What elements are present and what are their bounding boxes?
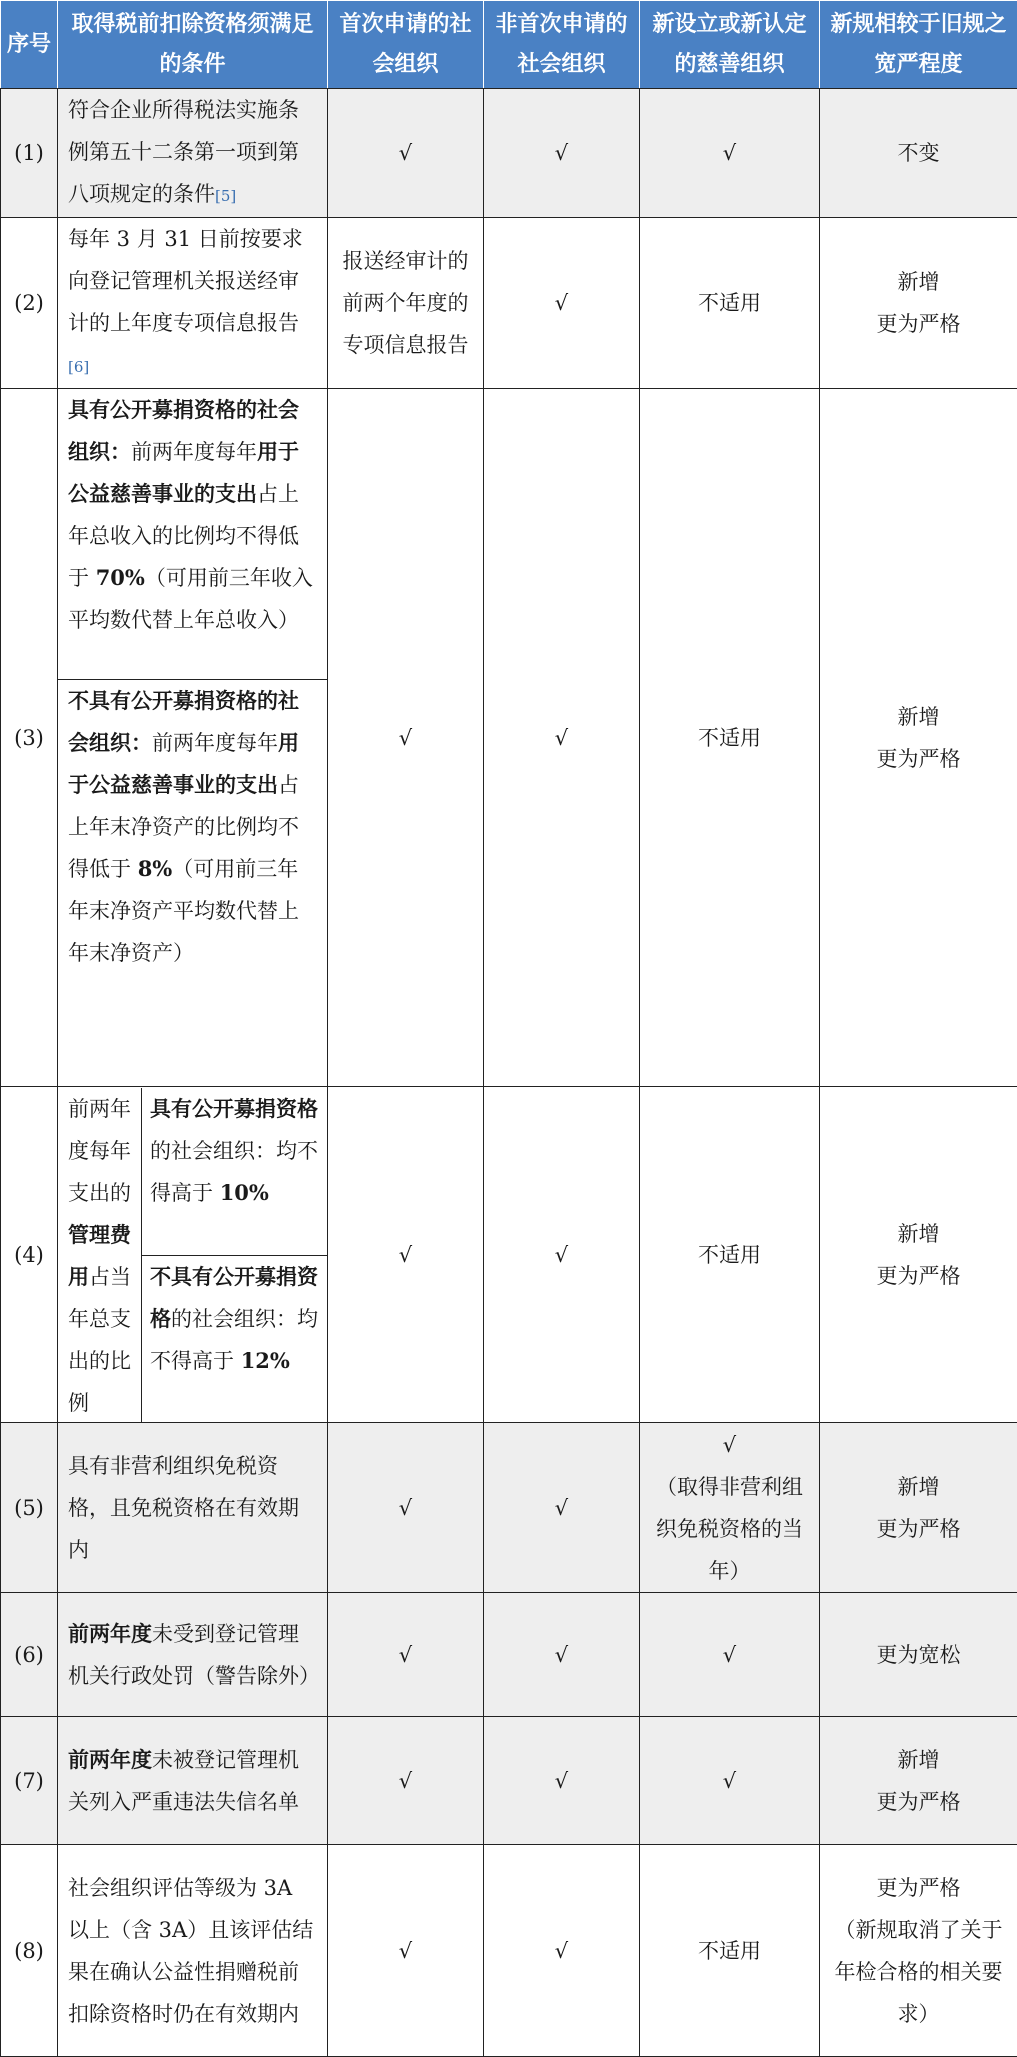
condition-cell-split bbox=[58, 1087, 328, 1423]
condition-non-public-fundraising: 不具有公开募捐资格的社会组织：前两年度每年用于公益慈善事业的支出占上年末净资产的比例均不得低于 8%（可用前三年年末净资产平均数代替上年末净资产） bbox=[58, 679, 327, 1086]
new-charity-cell: 不适用 bbox=[640, 389, 820, 1087]
table-row bbox=[1, 89, 1017, 218]
comparison-cell: 不变 bbox=[820, 89, 1017, 218]
row-number: (1) bbox=[1, 89, 58, 218]
comparison-cell: 更为宽松 bbox=[820, 1593, 1017, 1717]
first-application-cell: 报送经审计的前两个年度的专项信息报告 bbox=[328, 218, 484, 389]
row-number: (7) bbox=[1, 1717, 58, 1845]
header-first-application: 首次申请的社会组织 bbox=[328, 1, 484, 89]
check-new: √ bbox=[640, 1593, 820, 1717]
comparison-cell: 更为严格 （新规取消了关于年检合格的相关要求） bbox=[820, 1845, 1017, 2057]
check-first: √ bbox=[328, 1717, 484, 1845]
check-first: √ bbox=[328, 389, 484, 1087]
comparison-cell: 新增 更为严格 bbox=[820, 218, 1017, 389]
row-number: (3) bbox=[1, 389, 58, 1087]
new-charity-cell: √ （取得非营利组织免税资格的当年） bbox=[640, 1423, 820, 1593]
table-row bbox=[1, 218, 1017, 389]
condition-cell: 前两年度未受到登记管理机关行政处罚（警告除外） bbox=[58, 1593, 328, 1717]
management-fee-non-public: 不具有公开募捐资格的社会组织：均不得高于 12% bbox=[142, 1255, 327, 1422]
condition-cell-split bbox=[58, 389, 328, 1087]
header-comparison: 新规相较于旧规之宽严程度 bbox=[820, 1, 1017, 89]
check-first: √ bbox=[328, 1423, 484, 1593]
row-number: (6) bbox=[1, 1593, 58, 1717]
table-row bbox=[1, 389, 1017, 1087]
check-nonfirst: √ bbox=[484, 389, 640, 1087]
new-charity-cell: 不适用 bbox=[640, 1845, 820, 2057]
header-non-first-application: 非首次申请的社会组织 bbox=[484, 1, 640, 89]
management-fee-public: 具有公开募捐资格的社会组织：均不得高于 10% bbox=[142, 1088, 327, 1255]
table-row bbox=[1, 1717, 1017, 1845]
condition-public-fundraising: 具有公开募捐资格的社会组织：前两年度每年用于公益慈善事业的支出占上年总收入的比例均不得低于 70%（可用前三年收入平均数代替上年总收入） bbox=[58, 389, 327, 679]
condition-cell: 具有非营利组织免税资格，且免税资格在有效期内 bbox=[58, 1423, 328, 1593]
header-condition: 取得税前扣除资格须满足的条件 bbox=[58, 1, 328, 89]
check-nonfirst: √ bbox=[484, 1593, 640, 1717]
comparison-cell: 新增 更为严格 bbox=[820, 1423, 1017, 1593]
row-number: (8) bbox=[1, 1845, 58, 2057]
check-nonfirst: √ bbox=[484, 89, 640, 218]
check-first: √ bbox=[328, 89, 484, 218]
footnote-link[interactable]: [5] bbox=[215, 187, 236, 205]
new-charity-cell: 不适用 bbox=[640, 218, 820, 389]
table-row bbox=[1, 1593, 1017, 1717]
table-row bbox=[1, 1087, 1017, 1423]
condition-cell: 符合企业所得税法实施条例第五十二条第一项到第八项规定的条件[5] bbox=[58, 89, 328, 218]
check-nonfirst: √ bbox=[484, 1423, 640, 1593]
check-new: √ bbox=[640, 89, 820, 218]
header-new-charity: 新设立或新认定的慈善组织 bbox=[640, 1, 820, 89]
check-first: √ bbox=[328, 1593, 484, 1717]
condition-cell: 前两年度未被登记管理机关列入严重违法失信名单 bbox=[58, 1717, 328, 1845]
table-header-row bbox=[1, 1, 1017, 89]
comparison-cell: 新增 更为严格 bbox=[820, 389, 1017, 1087]
row-number: (4) bbox=[1, 1087, 58, 1423]
check-first: √ bbox=[328, 1845, 484, 2057]
check-nonfirst: √ bbox=[484, 1717, 640, 1845]
header-no: 序号 bbox=[1, 1, 58, 89]
check-nonfirst: √ bbox=[484, 218, 640, 389]
check-first: √ bbox=[328, 1087, 484, 1423]
table-row bbox=[1, 1845, 1017, 2057]
row-number: (5) bbox=[1, 1423, 58, 1593]
table-row bbox=[1, 1423, 1017, 1593]
check-new: √ bbox=[640, 1717, 820, 1845]
comparison-cell: 新增 更为严格 bbox=[820, 1717, 1017, 1845]
footnote-link[interactable]: [6] bbox=[68, 358, 89, 376]
management-fee-label: 前两年度每年支出的管理费用占当年总支出的比例 bbox=[58, 1088, 142, 1422]
new-charity-cell: 不适用 bbox=[640, 1087, 820, 1423]
row-number: (2) bbox=[1, 218, 58, 389]
check-nonfirst: √ bbox=[484, 1845, 640, 2057]
condition-cell: 每年 3 月 31 日前按要求向登记管理机关报送经审计的上年度专项信息报告[6] bbox=[58, 218, 328, 389]
check-nonfirst: √ bbox=[484, 1087, 640, 1423]
condition-cell: 社会组织评估等级为 3A 以上（含 3A）且该评估结果在确认公益性捐赠税前扣除资格时仍在有效期内 bbox=[58, 1845, 328, 2057]
comparison-cell: 新增 更为严格 bbox=[820, 1087, 1017, 1423]
